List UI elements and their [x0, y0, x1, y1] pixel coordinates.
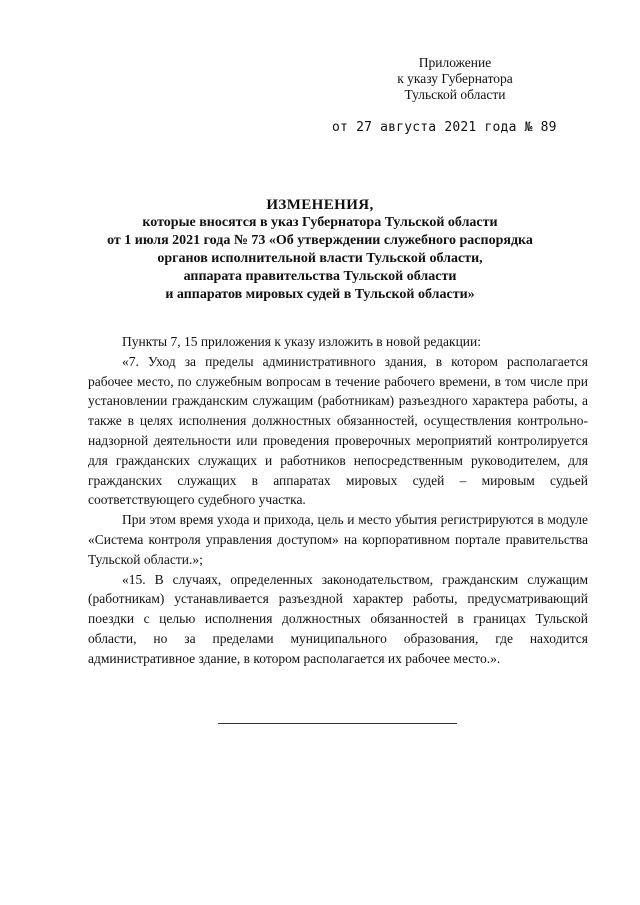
- appendix-line: Приложение: [418, 55, 492, 70]
- decree-date: 27 августа 2021 года: [356, 120, 517, 135]
- title-line: органов исполнительной власти Тульской области,: [157, 251, 483, 266]
- appendix-header: [360, 55, 550, 103]
- title-heading: ИЗМЕНЕНИЯ,: [266, 197, 374, 213]
- number-sign: №: [524, 120, 533, 135]
- body-paragraph: Пункты 7, 15 приложения к указу изложить в новой редакции:: [122, 334, 482, 349]
- appendix-line: к указу Губернатора: [397, 71, 513, 86]
- title-line: и аппаратов мировых судей в Тульской области»: [165, 287, 475, 302]
- appendix-line: Тульской области: [404, 87, 506, 102]
- title-line: от 1 июля 2021 года № 73 «Об утверждении служебного распорядка: [107, 233, 533, 248]
- body-paragraph: «15. В случаях, определенных законодательством, гражданским служащим (работникам) устанавливается разъездной характер работы, предусматривающий поездки с целью исполнения должностных обязанностей в границах Тульской области, но за пределами муниципального образования, где находится административное здание, в котором располагается их рабочее место.».: [88, 571, 588, 666]
- title-line: которые вносятся в указ Губернатора Тульской области: [142, 215, 498, 230]
- body-paragraph: «7. Уход за пределы административного здания, в котором располагается рабочее место, по служебным вопросам в течение рабочего времени, в том числе при установлении гражданским служащим (работникам) разъездного характера работы, а также в целях исполнения должностных обязанностей, осуществления контрольно-надзорной деятельности или проведения проверочных мероприятий контролируется для гражданских служащих и работников непосредственным руководителем, для гражданских служащих в аппаратах мировых судей – мировым судьей соответствующего судебного участка.: [88, 353, 588, 508]
- document-title: [90, 196, 550, 304]
- dateline-prefix: от: [332, 120, 349, 135]
- title-line: аппарата правительства Тульской области: [183, 269, 457, 284]
- closing-divider: [218, 723, 457, 724]
- document-body: [88, 332, 588, 669]
- decree-number: 89: [540, 120, 557, 135]
- body-paragraph: При этом время ухода и прихода, цель и место убытия регистрируются в модуле «Система контроля управления доступом» на корпоративном портале правительства Тульской области.»;: [88, 512, 588, 567]
- decree-dateline: [332, 120, 557, 135]
